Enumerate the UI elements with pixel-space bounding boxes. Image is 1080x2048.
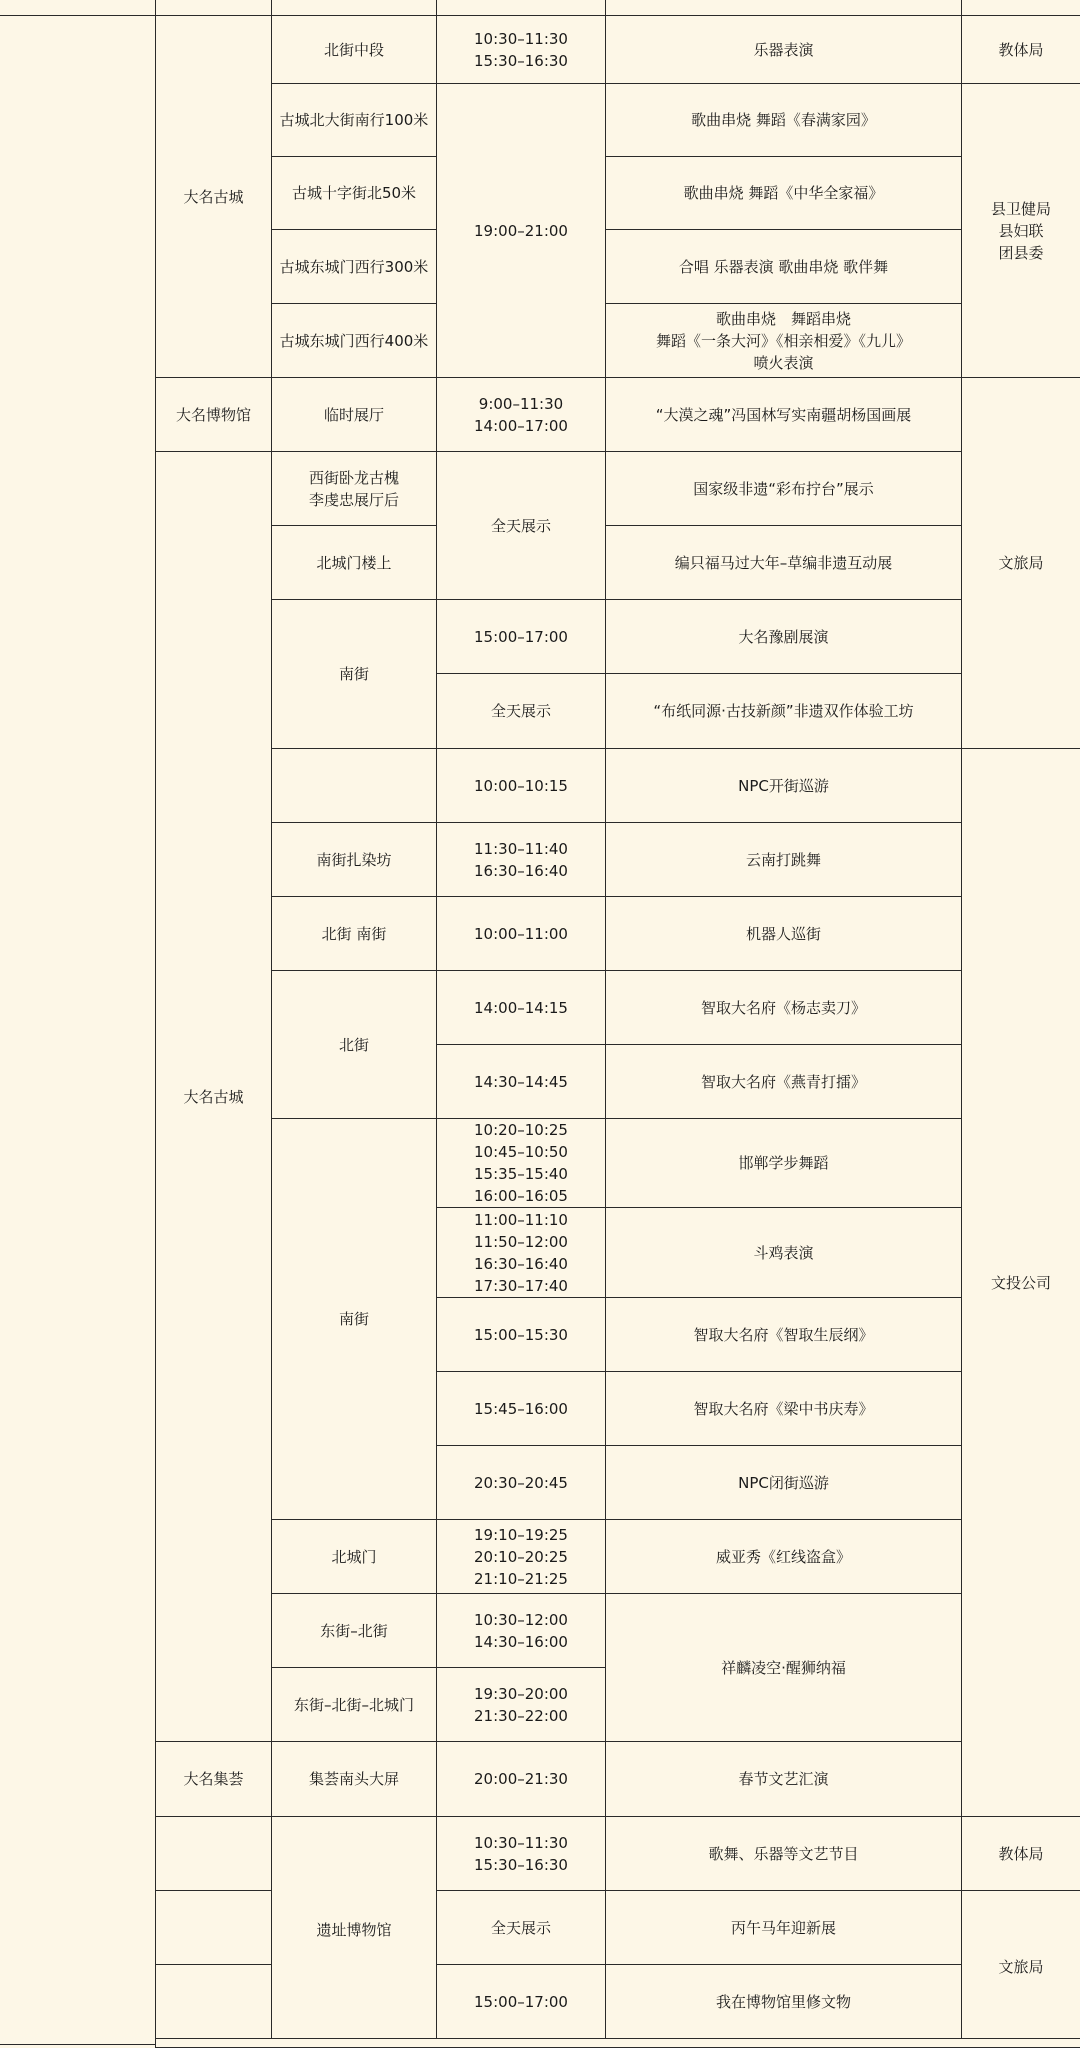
time-cell: 全天展示 bbox=[436, 673, 606, 749]
location-cell: 北城门 bbox=[271, 1519, 437, 1594]
time-cell: 19:30–20:00 21:30–22:00 bbox=[436, 1667, 606, 1742]
top-cell-6 bbox=[961, 0, 1080, 16]
top-cell-4 bbox=[436, 0, 606, 16]
venue-cell: 大名集荟 bbox=[155, 1741, 272, 1817]
event-cell: 歌舞、乐器等文艺节目 bbox=[605, 1816, 962, 1891]
event-cell: 歌曲串烧 舞蹈《春满家园》 bbox=[605, 83, 962, 157]
time-cell: 11:00–11:10 11:50–12:00 16:30–16:40 17:30–17:40 bbox=[436, 1207, 606, 1298]
location-cell: 东街–北街–北城门 bbox=[271, 1667, 437, 1742]
venue-cell bbox=[155, 1816, 272, 1891]
venue-cell bbox=[155, 1890, 272, 1965]
venue-cell bbox=[155, 1964, 272, 2044]
location-cell: 古城北大街南行100米 bbox=[271, 83, 437, 157]
time-cell: 19:10–19:25 20:10–20:25 21:10–21:25 bbox=[436, 1519, 606, 1594]
location-cell: 古城东城门西行400米 bbox=[271, 303, 437, 378]
time-cell: 10:00–11:00 bbox=[436, 896, 606, 971]
event-cell: 歌曲串烧 舞蹈《中华全家福》 bbox=[605, 156, 962, 230]
location-cell: 古城东城门西行300米 bbox=[271, 229, 437, 304]
time-cell: 10:20–10:25 10:45–10:50 15:35–15:40 16:00–16:05 bbox=[436, 1118, 606, 1208]
location-cell: 临时展厅 bbox=[271, 377, 437, 452]
location-cell: 西街卧龙古槐 李虔忠展厅后 bbox=[271, 451, 437, 526]
location-cell: 南街扎染坊 bbox=[271, 822, 437, 897]
location-cell: 集荟南头大屏 bbox=[271, 1741, 437, 1817]
organizer-cell: 文投公司 bbox=[961, 748, 1080, 1817]
organizer-cell: 教体局 bbox=[961, 15, 1080, 84]
location-cell: 北街 bbox=[271, 970, 437, 1119]
time-cell: 14:00–14:15 bbox=[436, 970, 606, 1045]
organizer-cell: 县卫健局 县妇联 团县委 bbox=[961, 83, 1080, 378]
event-cell: 我在博物馆里修文物 bbox=[605, 1964, 962, 2039]
top-cell-1 bbox=[0, 0, 156, 16]
location-cell: 北街中段 bbox=[271, 15, 437, 84]
location-cell: 古城十字街北50米 bbox=[271, 156, 437, 230]
location-cell: 南街 bbox=[271, 1118, 437, 1520]
event-cell: NPC开街巡游 bbox=[605, 748, 962, 823]
time-cell: 14:30–14:45 bbox=[436, 1044, 606, 1119]
event-cell: 祥麟凌空·醒狮纳福 bbox=[605, 1593, 962, 1742]
venue-cell: 大名博物馆 bbox=[155, 377, 272, 452]
event-cell: NPC闭街巡游 bbox=[605, 1445, 962, 1520]
event-cell: 歌曲串烧 舞蹈串烧 舞蹈《一条大河》《相亲相爱》《九儿》 喷火表演 bbox=[605, 303, 962, 378]
event-cell: 春节文艺汇演 bbox=[605, 1741, 962, 1817]
organizer-cell: 文旅局 bbox=[961, 1890, 1080, 2044]
event-cell: 智取大名府《杨志卖刀》 bbox=[605, 970, 962, 1045]
time-cell: 19:00–21:00 bbox=[436, 83, 606, 378]
organizer-cell: 文旅局 bbox=[961, 377, 1080, 749]
event-cell: 国家级非遗“彩布拧台”展示 bbox=[605, 451, 962, 526]
time-cell: 15:00–17:00 bbox=[436, 599, 606, 674]
location-cell: 南街 bbox=[271, 599, 437, 749]
location-cell bbox=[271, 748, 437, 823]
time-cell: 20:30–20:45 bbox=[436, 1445, 606, 1520]
event-cell: 智取大名府《梁中书庆寿》 bbox=[605, 1371, 962, 1446]
time-cell: 10:00–10:15 bbox=[436, 748, 606, 823]
venue-cell: 大名古城 bbox=[155, 15, 272, 378]
event-cell: 乐器表演 bbox=[605, 15, 962, 84]
event-cell: 编只福马过大年–草编非遗互动展 bbox=[605, 525, 962, 600]
time-cell: 15:45–16:00 bbox=[436, 1371, 606, 1446]
event-cell: 丙午马年迎新展 bbox=[605, 1890, 962, 1965]
time-cell: 20:00–21:30 bbox=[436, 1741, 606, 1817]
time-cell: 10:30–11:30 15:30–16:30 bbox=[436, 15, 606, 84]
location-cell: 东街–北街 bbox=[271, 1593, 437, 1668]
top-cell-3 bbox=[271, 0, 437, 16]
location-cell: 北街 南街 bbox=[271, 896, 437, 971]
event-cell: 威亚秀《红线盗盒》 bbox=[605, 1519, 962, 1594]
time-cell: 15:00–15:30 bbox=[436, 1297, 606, 1372]
event-cell: 合唱 乐器表演 歌曲串烧 歌伴舞 bbox=[605, 229, 962, 304]
event-cell: “布纸同源·古技新颜”非遗双作体验工坊 bbox=[605, 673, 962, 749]
time-cell: 15:00–17:00 bbox=[436, 1964, 606, 2039]
time-cell: 全天展示 bbox=[436, 451, 606, 600]
event-cell: 斗鸡表演 bbox=[605, 1207, 962, 1298]
time-cell: 全天展示 bbox=[436, 1890, 606, 1965]
event-cell: “大漠之魂”冯国林写实南疆胡杨国画展 bbox=[605, 377, 962, 452]
time-cell: 10:30–12:00 14:30–16:00 bbox=[436, 1593, 606, 1668]
organizer-cell: 教体局 bbox=[961, 1816, 1080, 1891]
event-cell: 大名豫剧展演 bbox=[605, 599, 962, 674]
top-cell-2 bbox=[155, 0, 272, 16]
time-cell: 11:30–11:40 16:30–16:40 bbox=[436, 822, 606, 897]
location-cell: 北城门楼上 bbox=[271, 525, 437, 600]
event-cell: 智取大名府《燕青打擂》 bbox=[605, 1044, 962, 1119]
location-cell: 遗址博物馆 bbox=[271, 1816, 437, 2044]
category-column bbox=[0, 15, 156, 2045]
top-cell-5 bbox=[605, 0, 962, 16]
time-cell: 10:30–11:30 15:30–16:30 bbox=[436, 1816, 606, 1891]
event-cell: 云南打跳舞 bbox=[605, 822, 962, 897]
event-cell: 智取大名府《智取生辰纲》 bbox=[605, 1297, 962, 1372]
bottom-cut-row bbox=[155, 2038, 1080, 2048]
time-cell: 9:00–11:30 14:00–17:00 bbox=[436, 377, 606, 452]
event-cell: 邯郸学步舞蹈 bbox=[605, 1118, 962, 1208]
venue-cell: 大名古城 bbox=[155, 451, 272, 1742]
event-cell: 机器人巡街 bbox=[605, 896, 962, 971]
